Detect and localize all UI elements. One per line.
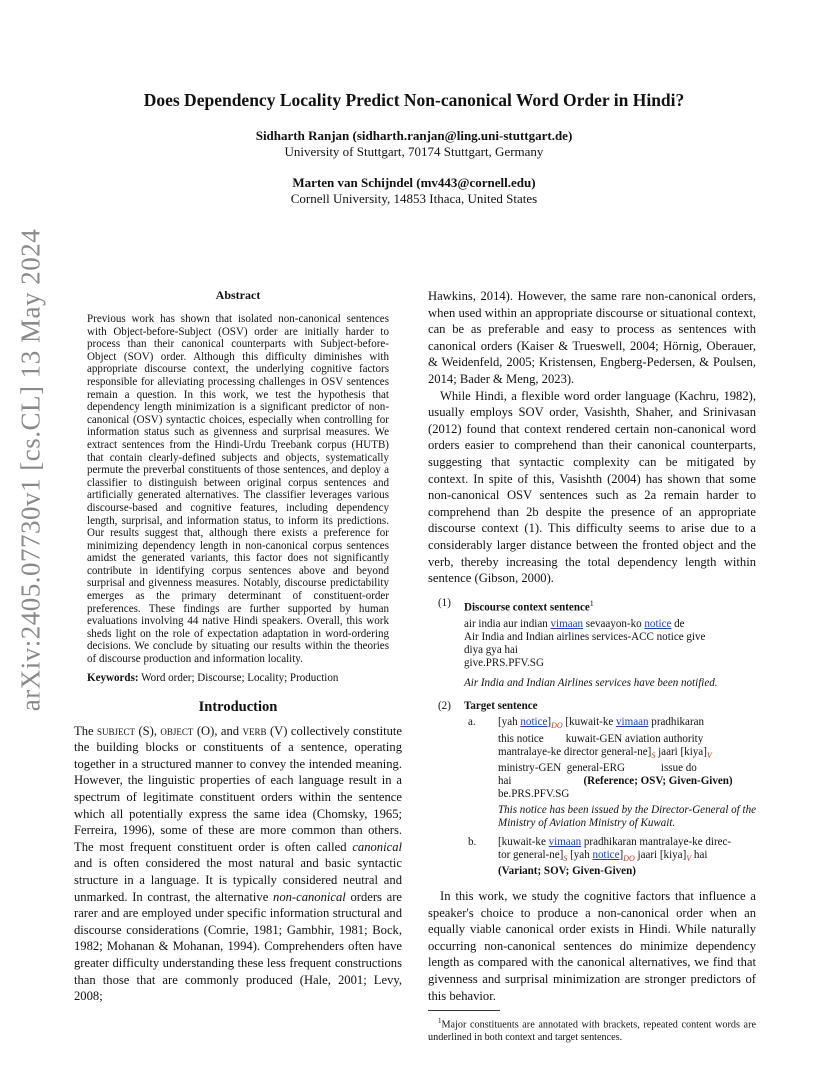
- intro-paragraph: The subject (S), object (O), and verb (V) collectively constitute the building blocks or constituents of a sentence, operating together in a structured manner to convey the intended meaning. However, the linguistic properties of each language result in a spectrum of legitimate constituent orders within the sentence which all potentially express the same idea (Chomsky, 1965; Ferreira, 1996), some of these are more common than others. The most frequent constituent order is often called canonical and is often considered the most natural and basic syntactic structure in a language. It is typically considered neutral and unmarked. In contrast, the alternative non-canonical orders are rarer and are employed under specific information structural and discourse considerations (Comrie, 1981; Gambhir, 1981; Bock, 1982; Mohanan & Mohanan, 1994). Comprehenders often have greater difficulty understanding these less frequent constructions than those that are commonly produced (Hale, 2001; Levy, 2008;: [74, 723, 403, 1004]
- author-2-affiliation: Cornell University, 14853 Ithaca, United States: [290, 191, 538, 206]
- example-2-heading: Target sentence: [464, 700, 538, 713]
- footnote-rule: [428, 1010, 500, 1011]
- example-2b: b. [kuwait-ke vimaan pradhikaran mantralaye-ke direc- tor general-$ne]_S$ [yah $notice]_{DO}$ jaari $[kiya]_V$ hai (Variant; SOV; Given-Given): [468, 835, 732, 877]
- author-1-affiliation: University of Stuttgart, 70174 Stuttgart, Germany: [284, 144, 544, 159]
- footnote-1: $^1$Major constituents are annotated with brackets, repeated content words are underlined in both context and target sentences.: [428, 1017, 756, 1043]
- footnote-ref: 1: [589, 598, 594, 608]
- arxiv-id: arXiv:2405.07730v1 [cs.CL] 13 May 2024: [15, 228, 46, 712]
- author-1-name: Sidharth Ranjan (sidharth.ranjan@ling.uni-stuttgart.de): [255, 128, 573, 143]
- introduction-heading: Introduction: [198, 698, 278, 715]
- author-2-name: Marten van Schijndel (mv443@cornell.edu): [292, 175, 536, 190]
- keywords-label: Keywords:: [87, 671, 139, 684]
- keywords: [87, 672, 389, 685]
- left-column: [74, 288, 402, 1005]
- example-2-number: (2): [438, 700, 451, 713]
- canonical-term: canonical: [352, 839, 402, 854]
- arxiv-watermark: [8, 228, 54, 712]
- object-term: object: [160, 723, 194, 738]
- author-2: [70, 175, 758, 207]
- example-1-gloss: air india aur indian vimaan sevaayon-ko notice de Air India and Indian airlines services-ACC notice give diya gya hai give.PRS.PFV.SG: [464, 618, 706, 670]
- author-1: [70, 128, 758, 160]
- verb-term: verb: [242, 723, 267, 738]
- right-paragraph-3: In this work, we study the cognitive factors that influence a speaker's choice to produce a non-canonical order when an equally viable canonical order exists in Hindi. While naturally occurring non-canonical sentences do minimize dependency length as compared with the canonical alternatives, we find that givenness and surprisal minimization are stronger predictors of this behavior.: [428, 888, 756, 1003]
- keywords-text: Word order; Discourse; Locality; Production: [141, 671, 339, 684]
- abstract-heading: Abstract: [215, 288, 261, 302]
- example-1-number: (1): [438, 596, 451, 609]
- example-1-translation: Air India and Indian Airlines services have been notified.: [464, 677, 718, 690]
- example-1-heading: Discourse context sentence$^1$: [464, 598, 594, 614]
- example-2a: a. [yah $notice]_{DO}$ [kuwait-ke vimaan pradhikaran this notice kuwait-GEN aviation authority mantralaye-ke director general-$ne]_S$ jaari $[kiya]_V$ ministry-GEN general-ERG issue do hai (Reference; OSV; Given-Given) be.PRS.PFV.SG This notice has been issued by the Director-General of the Ministry of Aviation Ministry of Kuwait.: [468, 716, 756, 829]
- noncanonical-term: non-canonical: [273, 889, 346, 904]
- abstract-text: Previous work has shown that isolated non-canonical sentences with Object-before-Subject (OSV) order are initially harder to process than their canonical counterparts with Subject-before-Object (SOV) order. Although this difficulty diminishes with appropriate discourse context, the underlying cognitive factors responsible for alleviating processing challenges in OSV sentences remain a question. In this work, we test the hypothesis that dependency length minimization is a significant predictor of non-canonical (OSV) syntactic choices, especially when controlling for information status such as givenness and surprisal measures. We extract sentences from the Hindi-Urdu Treebank corpus (HUTB) that contain clearly-defined subjects and objects, systematically permute the preverbal constituents of those sentences, and deploy a classifier to distinguish between original corpus sentences and artificially generated alternatives. The classifier leverages various discourse-based and cognitive features, including dependency length, surprisal, and information status, to inform its predictions. Our results suggest that, although there exists a preference for minimizing dependency length in non-canonical corpus sentences amidst the generated variants, this factor does not significantly contribute in identifying corpus sentences above and beyond surprisal and givenness measures. Notably, discourse predictability emerges as the primary determinant of constituent-order preferences. These findings are further supported by human evaluations involving 44 native Hindi speakers. Overall, this work sheds light on the role of expectation adaptation in word-ordering decisions. We conclude by situating our results within the theories of discourse production and information locality.: [87, 313, 389, 666]
- paper-title: Does Dependency Locality Predict Non-canonical Word Order in Hindi?: [143, 90, 685, 110]
- example-2a-translation: This notice has been issued by the Director-General of the Ministry of Aviation Ministry of Kuwait.: [498, 803, 756, 829]
- right-paragraph-2: While Hindi, a flexible word order language (Kachru, 1982), usually employs SOV order, Vasishth, Shaher, and Srinivasan (2012) found that context rendered certain non-canonical word orders easier to comprehend than their canonical counterparts, suggesting that syntactic complexity can be mitigated by context. In spite of this, Vasishth (2004) has shown that some non-canonical OSV sentences such as 2a remain harder to comprehend than 2b despite the presence of an appropriate discourse context (1). This difficulty seems to arise due to a considerably larger distance between the fronted object and the verb, thereby increasing the total dependency length within sentence (Gibson, 2000).: [428, 388, 756, 586]
- right-paragraph-1: Hawkins, 2014). However, the same rare non-canonical orders, when used within an appropriate discourse or situational context, can be as preferable and easy to process as sentences with canonical orders (Kaiser & Trueswell, 2004; Hörnig, Oberauer, & Weidenfeld, 2005; Kristensen, Engberg-Pedersen, & Poulsen, 2014; Bader & Meng, 2023).: [428, 289, 756, 386]
- example-1: [428, 597, 756, 691]
- right-column: [428, 288, 756, 1044]
- example-2: [428, 700, 756, 878]
- subject-term: subject: [97, 723, 136, 738]
